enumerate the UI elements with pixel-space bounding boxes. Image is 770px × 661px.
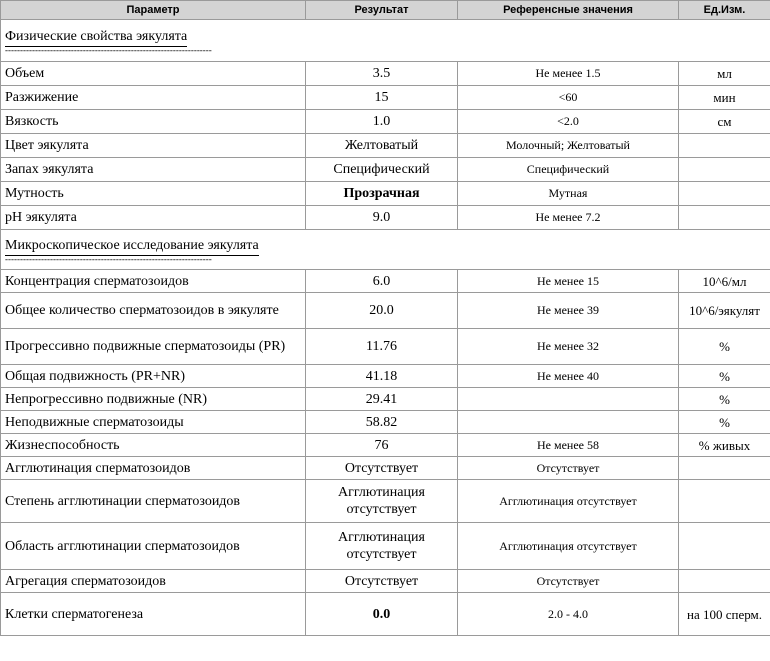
param-cell: Объем	[1, 62, 306, 86]
param-cell: Разжижение	[1, 86, 306, 110]
section-divider: ---------------------------------------------------------------------	[5, 253, 212, 264]
result-cell: 41.18	[306, 365, 458, 388]
result-cell: 20.0	[306, 293, 458, 329]
section-physical	[1, 20, 770, 62]
param-cell: pH эякулята	[1, 206, 306, 230]
result-cell: Желтоватый	[306, 134, 458, 158]
header-reference: Референсные значения	[458, 1, 679, 20]
result-cell: 0.0	[306, 593, 458, 636]
reference-cell: Не менее 58	[458, 434, 679, 457]
param-cell: Цвет эякулята	[1, 134, 306, 158]
table-row	[1, 457, 770, 480]
unit-cell: 10^6/эякулят	[679, 293, 770, 329]
result-cell: 3.5	[306, 62, 458, 86]
unit-cell	[679, 480, 770, 523]
result-cell: 1.0	[306, 110, 458, 134]
table-row	[1, 110, 770, 134]
result-cell: 29.41	[306, 388, 458, 411]
table-row	[1, 411, 770, 434]
param-cell: Агрегация сперматозоидов	[1, 570, 306, 593]
section-title: Физические свойства эякулята	[5, 29, 187, 47]
unit-cell: 10^6/мл	[679, 270, 770, 293]
header-row	[1, 1, 770, 20]
unit-cell: мин	[679, 86, 770, 110]
reference-cell: Не менее 1.5	[458, 62, 679, 86]
reference-cell: Специфический	[458, 158, 679, 182]
param-cell: Непрогрессивно подвижные (NR)	[1, 388, 306, 411]
reference-cell: Не менее 39	[458, 293, 679, 329]
unit-cell	[679, 206, 770, 230]
result-cell: 11.76	[306, 329, 458, 365]
unit-cell	[679, 182, 770, 206]
table-row	[1, 570, 770, 593]
section-row-physical	[1, 20, 770, 62]
table-row	[1, 206, 770, 230]
unit-cell	[679, 570, 770, 593]
table-row	[1, 329, 770, 365]
param-cell: Концентрация сперматозоидов	[1, 270, 306, 293]
table-row	[1, 270, 770, 293]
unit-cell: см	[679, 110, 770, 134]
reference-cell: <60	[458, 86, 679, 110]
result-cell: Агглютинация отсутствует	[306, 480, 458, 523]
table-row	[1, 293, 770, 329]
reference-cell: Агглютинация отсутствует	[458, 480, 679, 523]
reference-cell: 2.0 - 4.0	[458, 593, 679, 636]
unit-cell	[679, 158, 770, 182]
reference-cell: Не менее 7.2	[458, 206, 679, 230]
unit-cell: мл	[679, 62, 770, 86]
param-cell: Общая подвижность (PR+NR)	[1, 365, 306, 388]
result-cell: 9.0	[306, 206, 458, 230]
param-cell: Степень агглютинации сперматозоидов	[1, 480, 306, 523]
param-cell: Область агглютинации сперматозоидов	[1, 523, 306, 570]
table-row	[1, 434, 770, 457]
unit-cell: %	[679, 411, 770, 434]
unit-cell	[679, 457, 770, 480]
result-cell: 58.82	[306, 411, 458, 434]
section-microscopic	[1, 230, 770, 270]
param-cell: Неподвижные сперматозоиды	[1, 411, 306, 434]
result-cell: Специфический	[306, 158, 458, 182]
result-cell: Отсутствует	[306, 570, 458, 593]
reference-cell: Мутная	[458, 182, 679, 206]
table-row	[1, 365, 770, 388]
table-row	[1, 86, 770, 110]
param-cell: Вязкость	[1, 110, 306, 134]
reference-cell: Отсутствует	[458, 570, 679, 593]
result-cell: Отсутствует	[306, 457, 458, 480]
reference-cell: <2.0	[458, 110, 679, 134]
result-cell: 76	[306, 434, 458, 457]
table-row	[1, 134, 770, 158]
table-row	[1, 480, 770, 523]
param-cell: Запах эякулята	[1, 158, 306, 182]
table-row	[1, 158, 770, 182]
table-row	[1, 523, 770, 570]
param-cell: Прогрессивно подвижные сперматозоиды (PR)	[1, 329, 306, 365]
unit-cell	[679, 523, 770, 570]
unit-cell: %	[679, 329, 770, 365]
reference-cell	[458, 388, 679, 411]
table-row	[1, 182, 770, 206]
param-cell: Агглютинация сперматозоидов	[1, 457, 306, 480]
header-unit: Ед.Изм.	[679, 1, 770, 20]
reference-cell: Не менее 32	[458, 329, 679, 365]
unit-cell: на 100 сперм.	[679, 593, 770, 636]
result-cell: 6.0	[306, 270, 458, 293]
param-cell: Жизнеспособность	[1, 434, 306, 457]
param-cell: Общее количество сперматозоидов в эякуляте	[1, 293, 306, 329]
section-divider: ---------------------------------------------------------------------	[5, 44, 212, 55]
table-row	[1, 62, 770, 86]
unit-cell	[679, 134, 770, 158]
param-cell: Клетки сперматогенеза	[1, 593, 306, 636]
result-cell: Прозрачная	[306, 182, 458, 206]
section-title: Микроскопическое исследование эякулята	[5, 238, 259, 256]
table-row	[1, 388, 770, 411]
unit-cell: %	[679, 365, 770, 388]
reference-cell	[458, 411, 679, 434]
table-row	[1, 593, 770, 636]
unit-cell: %	[679, 388, 770, 411]
section-row-microscopic	[1, 230, 770, 270]
reference-cell: Отсутствует	[458, 457, 679, 480]
header-result: Результат	[306, 1, 458, 20]
reference-cell: Агглютинация отсутствует	[458, 523, 679, 570]
reference-cell: Не менее 15	[458, 270, 679, 293]
reference-cell: Не менее 40	[458, 365, 679, 388]
param-cell: Мутность	[1, 182, 306, 206]
result-cell: 15	[306, 86, 458, 110]
unit-cell: % живых	[679, 434, 770, 457]
result-cell: Агглютинация отсутствует	[306, 523, 458, 570]
header-param: Параметр	[1, 1, 306, 20]
reference-cell: Молочный; Желтоватый	[458, 134, 679, 158]
